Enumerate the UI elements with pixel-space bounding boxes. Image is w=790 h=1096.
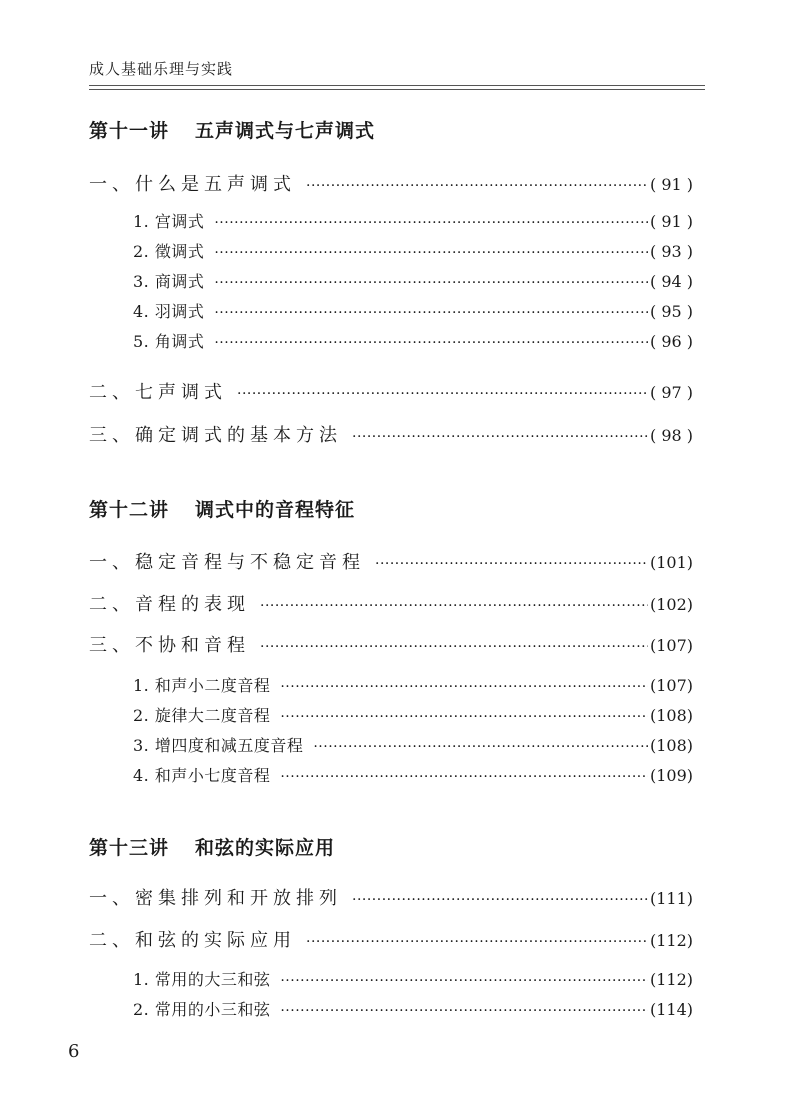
entry-page: (108) — [649, 706, 693, 725]
toc-entry[interactable] — [133, 967, 693, 990]
entry-label: 2. 徵调式 — [133, 242, 205, 261]
toc-entry[interactable] — [89, 378, 693, 404]
dot-leader — [260, 598, 648, 614]
dot-leader — [306, 934, 648, 950]
entry-page: (112) — [649, 970, 693, 989]
dot-leader — [214, 305, 648, 321]
entry-label: 一、密集排列和开放排列 — [89, 888, 342, 909]
entry-label: 3. 商调式 — [133, 272, 205, 291]
dot-leader — [214, 275, 648, 291]
dot-leader — [352, 429, 648, 445]
entry-page: (107) — [649, 676, 693, 695]
dot-leader — [214, 215, 648, 231]
entry-page: ( 93 ) — [649, 242, 693, 261]
entry-page: ( 94 ) — [649, 272, 693, 291]
lecture-number: 第十一讲 — [89, 120, 170, 142]
toc-entry[interactable] — [133, 269, 693, 292]
toc-entry[interactable] — [89, 170, 693, 196]
toc-entry[interactable] — [133, 299, 693, 322]
dot-leader — [280, 679, 648, 695]
entry-page: (111) — [649, 889, 693, 908]
toc-entry[interactable] — [133, 703, 693, 726]
toc-entry[interactable] — [89, 421, 693, 447]
running-head: 成人基础乐理与实践 — [89, 60, 234, 78]
entry-page: ( 96 ) — [649, 332, 693, 351]
lecture-title: 和弦的实际应用 — [195, 837, 336, 859]
dot-leader — [237, 386, 648, 402]
entry-page: ( 91 ) — [649, 175, 693, 194]
entry-label: 1. 宫调式 — [133, 212, 205, 231]
header-rule — [89, 85, 705, 86]
entry-label: 4. 和声小七度音程 — [133, 766, 271, 785]
entry-page: ( 98 ) — [649, 426, 693, 445]
page-number: 6 — [68, 1041, 80, 1062]
toc-entry[interactable] — [89, 548, 693, 574]
dot-leader — [260, 639, 648, 655]
entry-label: 2. 常用的小三和弦 — [133, 1000, 271, 1019]
entry-page: (101) — [649, 553, 693, 572]
dot-leader — [280, 1003, 648, 1019]
lecture-number: 第十二讲 — [89, 499, 170, 521]
toc-entry[interactable] — [89, 631, 693, 657]
entry-label: 5. 角调式 — [133, 332, 205, 351]
toc-entry[interactable] — [89, 590, 693, 616]
entry-page: (108) — [649, 736, 693, 755]
toc-entry[interactable] — [133, 239, 693, 262]
lecture-heading — [89, 495, 355, 522]
entry-page: (107) — [649, 636, 693, 655]
lecture-number: 第十三讲 — [89, 837, 170, 859]
lecture-title: 调式中的音程特征 — [195, 499, 356, 521]
dot-leader — [313, 739, 648, 755]
toc-entry[interactable] — [89, 926, 693, 952]
entry-label: 二、七声调式 — [89, 382, 227, 403]
dot-leader — [306, 178, 648, 194]
entry-page: (109) — [649, 766, 693, 785]
entry-label: 1. 常用的大三和弦 — [133, 970, 271, 989]
toc-entry[interactable] — [133, 673, 693, 696]
header-rule — [89, 89, 705, 90]
lecture-heading — [89, 833, 335, 860]
entry-page: ( 97 ) — [649, 383, 693, 402]
entry-label: 1. 和声小二度音程 — [133, 676, 271, 695]
toc-entry[interactable] — [133, 733, 693, 756]
entry-page: ( 95 ) — [649, 302, 693, 321]
dot-leader — [280, 973, 648, 989]
dot-leader — [280, 769, 648, 785]
dot-leader — [375, 556, 648, 572]
toc-entry[interactable] — [89, 884, 693, 910]
entry-label: 三、确定调式的基本方法 — [89, 425, 342, 446]
entry-label: 一、什么是五声调式 — [89, 174, 296, 195]
entry-page: (112) — [649, 931, 693, 950]
toc-entry[interactable] — [133, 209, 693, 232]
lecture-heading — [89, 116, 375, 143]
dot-leader — [280, 709, 648, 725]
entry-label: 一、稳定音程与不稳定音程 — [89, 552, 365, 573]
toc-entry[interactable] — [133, 997, 693, 1020]
dot-leader — [214, 245, 648, 261]
dot-leader — [352, 892, 648, 908]
entry-label: 三、不协和音程 — [89, 635, 250, 656]
entry-label: 二、音程的表现 — [89, 594, 250, 615]
entry-page: ( 91 ) — [649, 212, 693, 231]
entry-label: 2. 旋律大二度音程 — [133, 706, 271, 725]
entry-page: (102) — [649, 595, 693, 614]
entry-label: 3. 增四度和减五度音程 — [133, 736, 304, 755]
lecture-title: 五声调式与七声调式 — [195, 120, 376, 142]
toc-entry[interactable] — [133, 329, 693, 352]
dot-leader — [214, 335, 648, 351]
entry-label: 二、和弦的实际应用 — [89, 930, 296, 951]
entry-label: 4. 羽调式 — [133, 302, 205, 321]
toc-entry[interactable] — [133, 763, 693, 786]
entry-page: (114) — [649, 1000, 693, 1019]
